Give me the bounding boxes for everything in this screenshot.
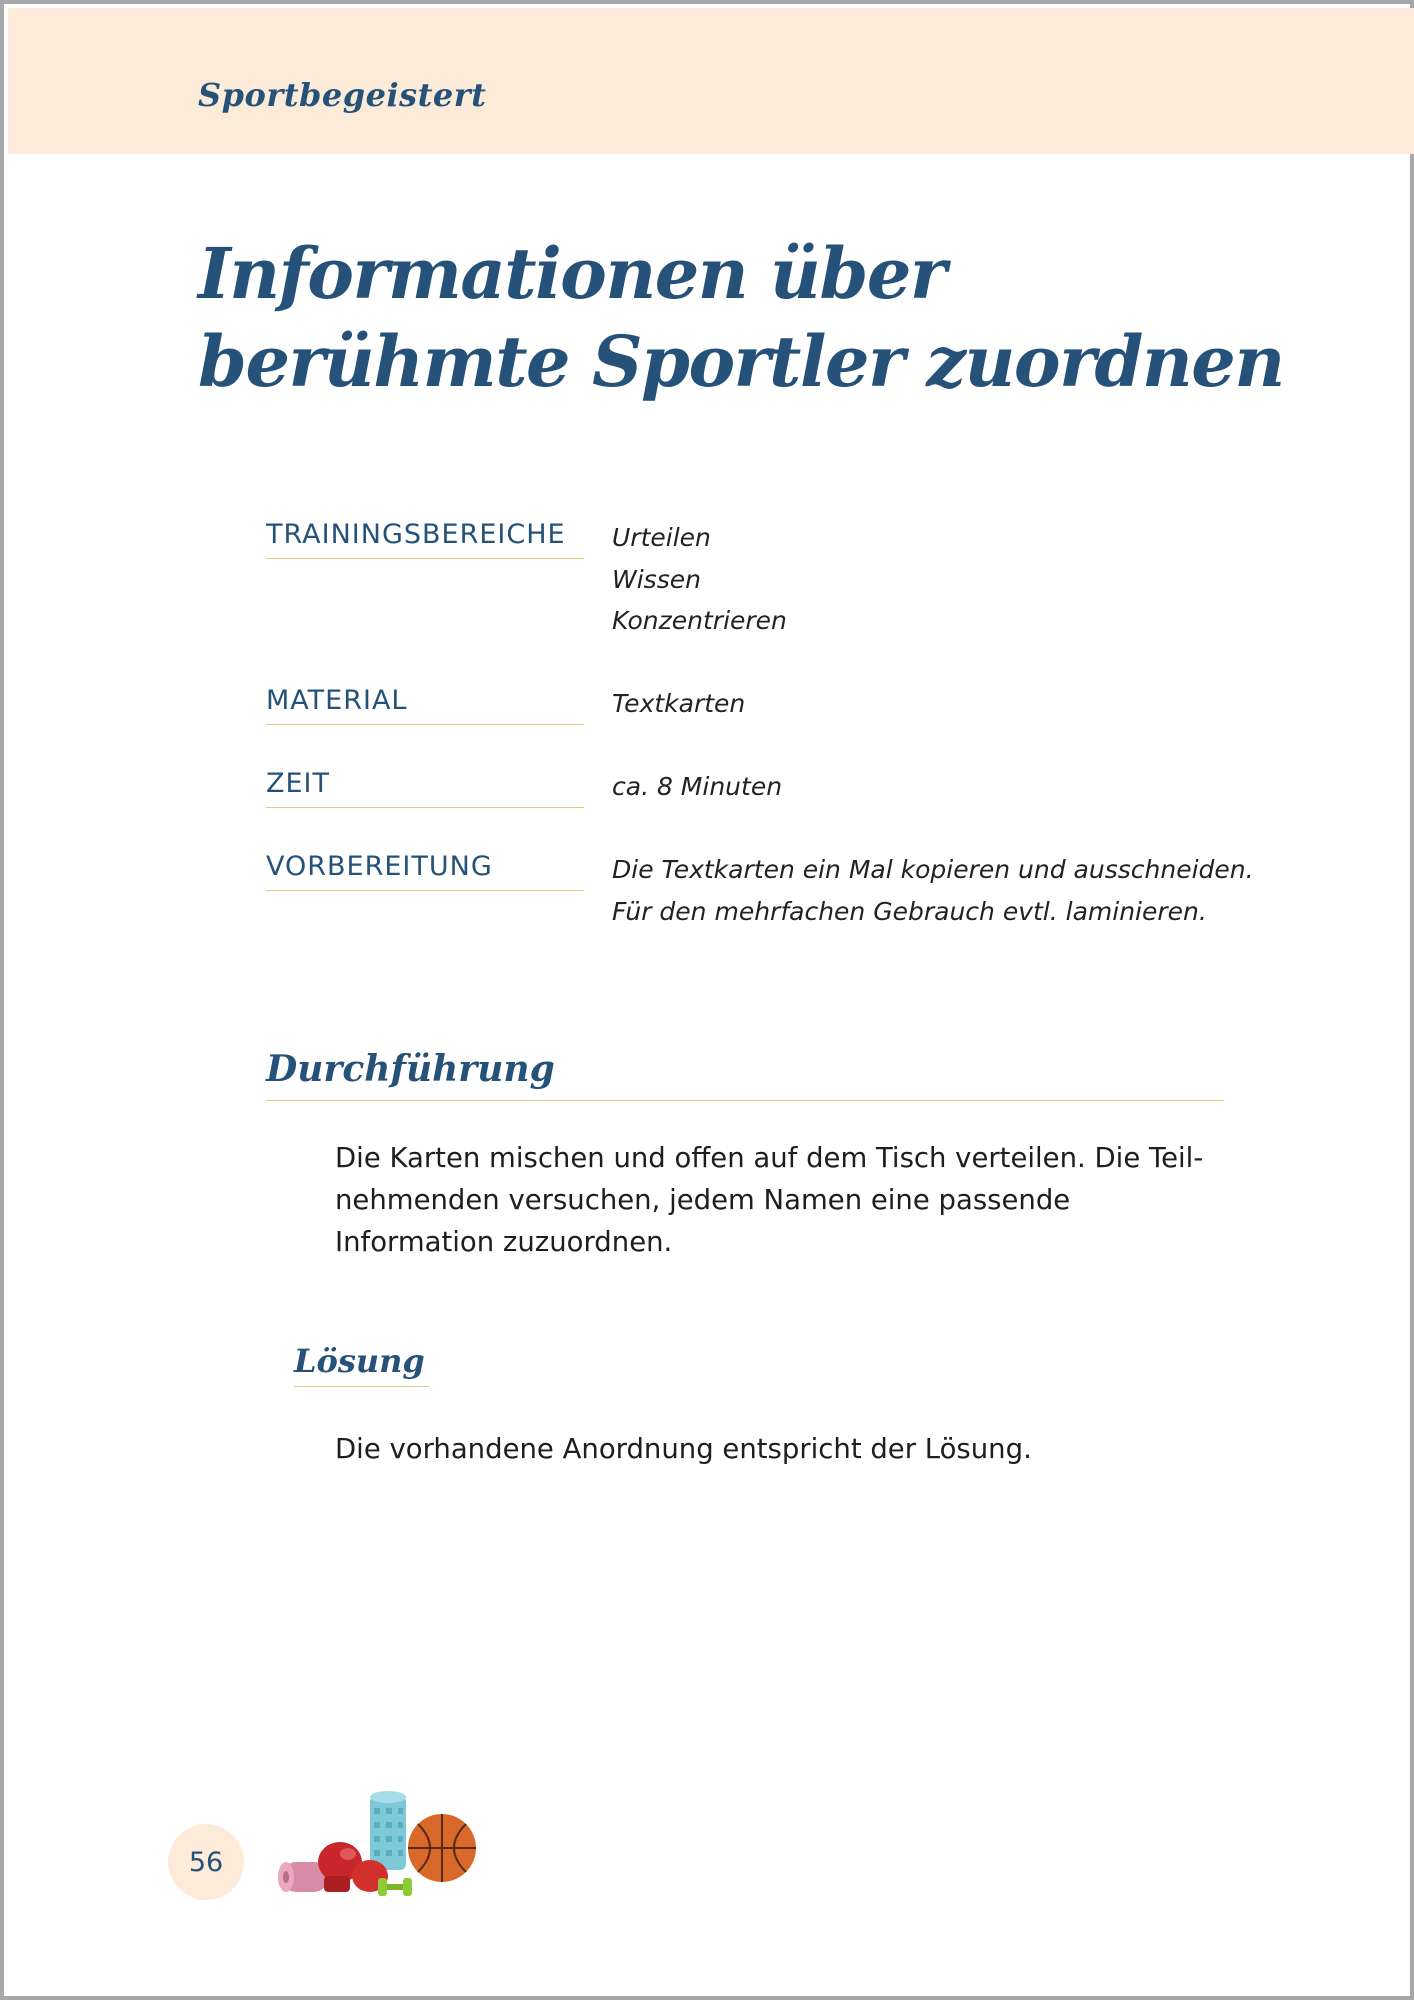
preparation-line: Für den mehrfachen Gebrauch evtl. laminieren. [612, 896, 1207, 926]
dumbbell-icon [378, 1878, 412, 1896]
training-areas-values [612, 517, 787, 642]
time-value: ca. 8 Minuten [612, 772, 783, 801]
material-value: Textkarten [612, 689, 746, 718]
preparation-line: Die Textkarten ein Mal kopieren und ausschneiden. [612, 855, 1254, 884]
solution-heading: Lösung [294, 1340, 429, 1387]
material-label: MATERIAL [266, 684, 584, 725]
basketball-icon [408, 1814, 476, 1882]
sports-equipment-icon [276, 1788, 486, 1908]
time-label: ZEIT [266, 767, 584, 808]
page-title-line-1: Informationen über [198, 232, 946, 315]
preparation-value [612, 849, 1254, 932]
training-areas-label: TRAININGSBEREICHE [266, 518, 584, 559]
solution-text: Die vorhandene Anordnung entspricht der Lösung. [335, 1433, 1032, 1465]
page-title [198, 230, 1284, 406]
page-title-line-2: berühmte Sportler zuordnen [198, 320, 1284, 403]
training-area-item: Wissen [612, 564, 701, 594]
procedure-text: Die Karten mischen und offen auf dem Tisch verteilen. Die Teilnehmenden versuchen, jedem Namen eine passende Information zuzuordnen. [335, 1142, 1204, 1258]
running-head: Sportbegeistert [198, 76, 487, 114]
training-area-item: Urteilen [612, 523, 711, 552]
foam-roller-icon [370, 1791, 406, 1870]
procedure-heading: Durchführung [266, 1046, 1224, 1101]
preparation-label: VORBEREITUNG [266, 850, 584, 891]
page-number: 56 [168, 1824, 244, 1900]
training-area-item: Konzentrieren [612, 606, 787, 635]
